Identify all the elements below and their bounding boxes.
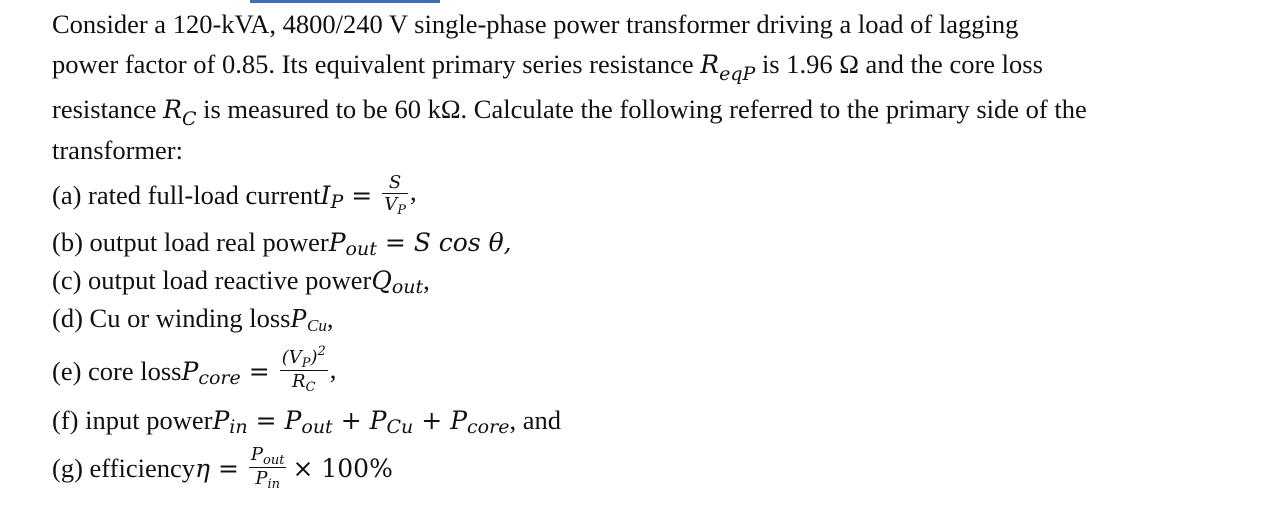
intro-line-2: power factor of 0.85. Its equivalent primary series resistance $R_{eqP}$ is 1.96 Ω and the core loss bbox=[52, 49, 1043, 85]
intro-line-4: transformer: bbox=[52, 135, 183, 165]
item-d: (d) Cu or winding loss P Cu , bbox=[52, 302, 334, 335]
intro-line-1: Consider a 120-kVA, 4800/240 V single-phase power transformer driving a load of lagging bbox=[52, 9, 1019, 39]
item-f: (f) input power P in = P out + P Cu + P core , and bbox=[52, 404, 561, 438]
fraction-s-over-vp: $\frac{S}{V_P}$ bbox=[384, 171, 406, 218]
item-e: (e) core loss P core = $\frac{(V_P)^2}{R_C}$ , bbox=[52, 343, 337, 395]
intro-line-3: resistance $R_C$ is measured to be 60 kΩ. Calculate the following referred to the primary side of the bbox=[52, 94, 1087, 130]
item-c: (c) output load reactive power Q out , bbox=[52, 264, 430, 298]
item-a: (a) rated full-load current I P = $\frac{S}{V_P}$ , bbox=[52, 171, 417, 218]
item-b: (b) output load real power P out = S cos θ, bbox=[52, 226, 512, 260]
item-g: (g) efficiency η = $\frac{P_{out}}{P_{in}}$ × 100% bbox=[52, 443, 393, 492]
problem-text bbox=[52, 4, 1252, 500]
fraction-vp2-over-rc: $\frac{(V_P)^2}{R_C}$ bbox=[281, 343, 326, 395]
fraction-pout-over-pin: $\frac{P_{out}}{P_{in}}$ bbox=[250, 443, 285, 492]
